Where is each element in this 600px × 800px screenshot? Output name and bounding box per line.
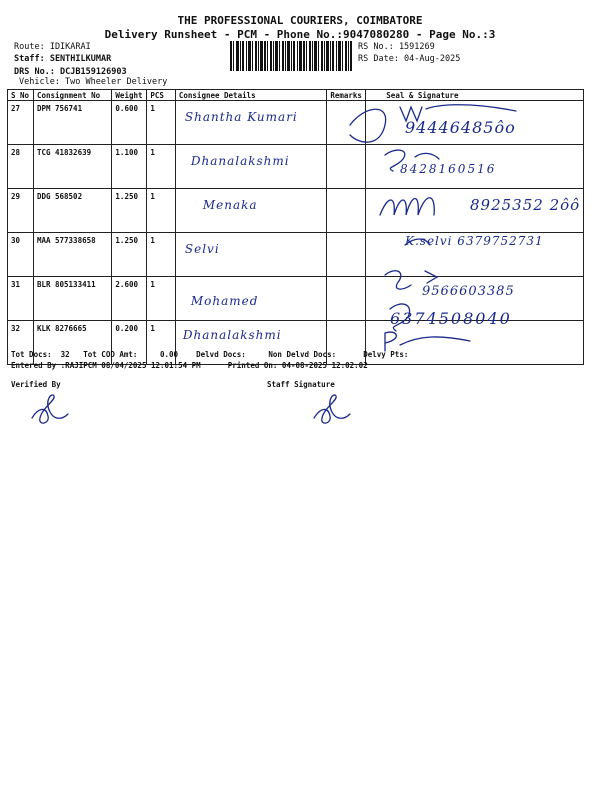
cell-consignment: DPM 756741 [33,101,111,145]
cell-pcs: 1 [147,101,176,145]
cell-consignment: MAA 577338658 [33,233,111,277]
cell-pcs: 1 [147,233,176,277]
cell-weight: 1.250 [112,233,147,277]
cell-consignment: KLK 8276665 [33,321,111,365]
consignee-handwriting: Shantha Kumari [184,110,298,124]
col-weight: Weight [112,90,147,101]
cell-sno: 32 [8,321,34,365]
cell-weight: 2.600 [112,277,147,321]
col-remarks: Remarks [327,90,366,101]
entered-by-line: Entered By :RAJIPCM 08/04/2025 12:01:54 PM Printed On: 04-08-2025 12:02:02 [11,361,368,370]
cell-sno: 28 [8,145,34,189]
cell-consignee [175,145,326,189]
cell-sno: 29 [8,189,34,233]
cell-weight: 1.250 [112,189,147,233]
cell-consignment: DDG 568502 [33,189,111,233]
col-consignee: Consignee Details [175,90,326,101]
cell-consignee [175,101,326,145]
cell-pcs: 1 [147,321,176,365]
cell-consignment: BLR 805133411 [33,277,111,321]
signature-text-row-32: 6374508040 [390,309,512,328]
totals-line: Tot Docs: 32 Tot COD Amt: 0.00 Delvd Docs: Non Delvd Docs: Delvy Pts: [11,350,409,359]
cell-consignee [175,189,326,233]
signature-text-row-28: 8428160516 [400,162,497,176]
staff-label: Staff: SENTHILKUMAR [14,54,112,64]
cell-sno: 30 [8,233,34,277]
cell-weight: 0.600 [112,101,147,145]
consignee-handwriting: Mohamed [190,294,259,308]
rs-date: RS Date: 04-Aug-2025 [358,54,461,64]
cell-pcs: 1 [147,145,176,189]
drs-label: DRS No.: DCJB159126903 [14,67,127,77]
cell-pcs: 1 [147,189,176,233]
col-pcs: PCS [147,90,176,101]
signature-text-row-31: 9566603385 [422,284,515,299]
cell-weight: 0.200 [112,321,147,365]
cell-consignee [175,277,326,321]
verified-signature [28,392,73,427]
rs-number: RS No.: 1591269 [358,42,435,52]
cell-weight: 1.100 [112,145,147,189]
cell-sno: 27 [8,101,34,145]
consignee-handwriting: Menaka [202,198,258,212]
consignee-handwriting: Selvi [184,242,220,256]
cell-consignment: TCG 41832639 [33,145,111,189]
route-label: Route: IDIKARAI [14,42,91,52]
signature-text-row-29: 8925352 2ôô [470,196,581,214]
signature-text-row-27: 94446485ôo [405,118,516,137]
barcode [230,41,352,71]
consignee-handwriting: Dhanalakshmi [182,328,282,342]
consignee-handwriting: Dhanalakshmi [190,154,290,168]
vehicle-label: Vehicle: Two Wheeler Delivery [19,77,168,87]
company-title: THE PROFESSIONAL COURIERS, COIMBATORE [177,14,423,27]
staff-signature-label: Staff Signature [267,380,335,389]
signature-text-row-30: K.selvi 6379752731 [405,234,544,248]
runsheet-subtitle: Delivery Runsheet - PCM - Phone No.:9047080280 - Page No.:3 [104,28,496,41]
cell-pcs: 1 [147,277,176,321]
verified-by-label: Verified By [11,380,61,389]
col-sno: S No [8,90,34,101]
cell-sno: 31 [8,277,34,321]
staff-signature [310,392,355,427]
col-consignment: Consignment No [33,90,111,101]
cell-consignee [175,233,326,277]
col-signature: Seal & Signature [366,90,584,101]
